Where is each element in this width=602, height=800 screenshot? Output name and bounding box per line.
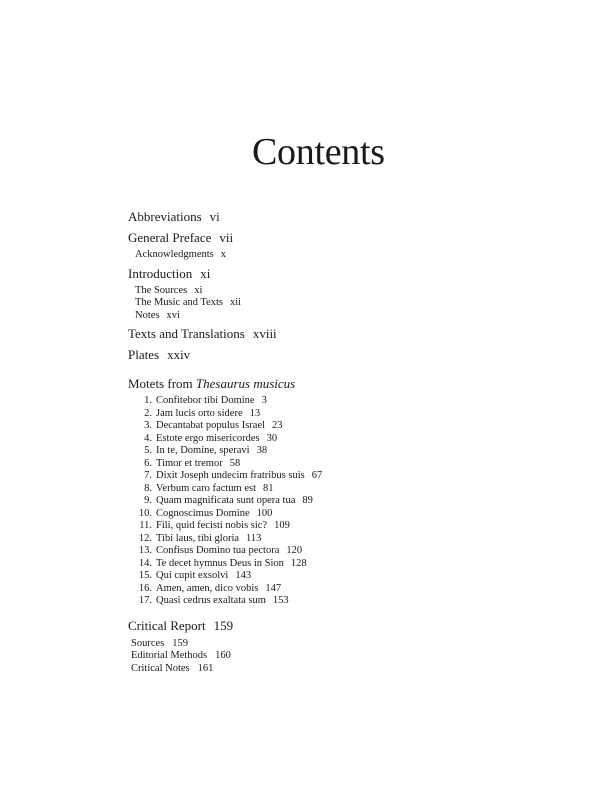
motet-number: 8. [144, 482, 152, 494]
toc-subentry-acknowledgments[interactable] [128, 249, 568, 262]
motet-title: Fili, quid fecisti nobis sic? [156, 520, 268, 531]
toc-entry-label: Acknowledgments [135, 249, 214, 260]
motet-page: 89 [302, 495, 313, 506]
toc-subentry-critical-notes[interactable] [128, 663, 568, 676]
motet-list-item[interactable] [128, 570, 568, 583]
toc-subentry-notes[interactable] [128, 310, 568, 323]
toc-subentry-sources[interactable] [128, 638, 568, 651]
motet-page: 30 [266, 432, 278, 444]
toc-entry-page: 160 [215, 650, 231, 661]
motet-number: 9. [144, 495, 152, 506]
toc-entry-plates[interactable] [128, 347, 568, 363]
motet-list-item[interactable] [128, 483, 568, 496]
motet-list-item[interactable] [128, 458, 568, 471]
toc-entry-motets-heading[interactable] [128, 376, 568, 392]
motet-number: 10. [138, 507, 152, 519]
toc-entry-page: 161 [197, 662, 214, 674]
motet-title: Tibi laus, tibi gloria [156, 532, 240, 544]
toc-entry-abbreviations[interactable] [128, 209, 568, 225]
toc-entry-label: Editorial Methods [131, 650, 208, 661]
motets-heading-prefix: Motets from [128, 376, 196, 391]
motet-number: 7. [144, 470, 152, 481]
motet-page: 120 [286, 545, 303, 556]
motet-list-item[interactable] [128, 595, 568, 608]
toc-entry-label: Sources [131, 637, 165, 649]
table-of-contents [128, 209, 568, 675]
motet-list [128, 395, 568, 608]
motet-title: Verbum caro factum est [156, 482, 257, 494]
toc-entry-label: General Preface [128, 230, 212, 245]
toc-entry-label: Texts and Translations [128, 326, 245, 341]
motet-number: 14. [138, 557, 152, 569]
motet-page: 23 [272, 420, 283, 431]
motet-list-item[interactable] [128, 445, 568, 458]
toc-entry-label: Introduction [128, 265, 193, 281]
toc-entry-page: xii [230, 297, 242, 308]
motet-number: 5. [144, 445, 152, 456]
motet-title: Decantabat populus Israel [156, 420, 266, 431]
motet-page: 67 [311, 470, 323, 481]
motet-title: Timor et tremor [156, 457, 223, 469]
toc-entry-page: x [220, 249, 226, 260]
motet-list-item[interactable] [128, 433, 568, 446]
motet-title: Confisus Domino tua pectora [156, 545, 280, 556]
toc-entry-introduction[interactable] [128, 266, 568, 282]
motet-number: 15. [138, 570, 152, 581]
toc-entry-page: 159 [172, 637, 188, 649]
motet-page: 38 [256, 445, 268, 456]
motet-page: 128 [290, 557, 307, 569]
motet-title: Jam lucis orto sidere [156, 407, 243, 419]
motet-title: Te decet hymnus Deus in Sion [156, 557, 284, 569]
toc-entry-page: 159 [213, 617, 234, 633]
motet-page: 58 [229, 457, 241, 469]
toc-subentry-editorial-methods[interactable] [128, 650, 568, 663]
motet-page: 147 [265, 582, 282, 594]
motet-list-item[interactable] [128, 520, 568, 533]
motet-list-item[interactable] [128, 533, 568, 546]
motet-title: Quam magnificata sunt opera tua [156, 495, 296, 506]
motet-title: Qui cupit exsolvi [156, 570, 229, 581]
toc-entry-texts-and-translations[interactable] [128, 326, 568, 342]
motet-number: 3. [144, 420, 152, 431]
motet-page: 100 [256, 507, 273, 519]
motet-list-item[interactable] [128, 470, 568, 483]
toc-entry-label: Abbreviations [128, 209, 202, 224]
toc-entry-label: Plates [128, 347, 160, 362]
toc-entry-page: vi [209, 209, 220, 224]
motet-list-item[interactable] [128, 408, 568, 421]
motet-number: 1. [144, 395, 152, 406]
motet-title: Cognoscimus Domine [156, 507, 250, 519]
motet-number: 16. [138, 582, 152, 594]
motets-heading-italic: Thesaurus musicus [195, 376, 296, 391]
motet-page: 143 [235, 570, 252, 581]
motet-page: 81 [263, 482, 274, 494]
motet-list-item[interactable] [128, 420, 568, 433]
motet-list-item[interactable] [128, 545, 568, 558]
motet-number: 2. [144, 407, 152, 419]
motet-number: 17. [138, 595, 152, 606]
toc-entry-general-preface[interactable] [128, 230, 568, 246]
motet-list-item[interactable] [128, 495, 568, 508]
page-title: Contents [252, 131, 385, 173]
toc-subentry-the-sources[interactable] [128, 285, 568, 298]
toc-entry-page: xi [200, 265, 211, 281]
motet-title: Estote ergo misericordes [156, 432, 260, 444]
toc-entry-page: xxiv [167, 347, 191, 362]
motet-number: 6. [144, 457, 152, 469]
toc-entry-page: xvi [166, 309, 180, 321]
toc-entry-critical-report[interactable] [128, 618, 568, 634]
motet-title: In te, Domine, speravi [156, 445, 250, 456]
motet-number: 11. [139, 520, 152, 531]
motet-page: 113 [246, 532, 262, 544]
motet-title: Confitebor tibi Domine [156, 395, 255, 406]
motet-list-item[interactable] [128, 558, 568, 571]
toc-entry-page: vii [219, 230, 234, 245]
motet-title: Amen, amen, dico vobis [156, 582, 259, 594]
toc-entry-label: Critical Notes [131, 662, 190, 674]
motet-title: Dixit Joseph undecim fratribus suis [156, 470, 305, 481]
motet-number: 4. [144, 432, 152, 444]
motet-number: 13. [138, 545, 152, 556]
toc-entry-label: Critical Report [128, 617, 206, 633]
motet-list-item[interactable] [128, 583, 568, 596]
motet-title: Quasi cedrus exaltata sum [156, 595, 266, 606]
motet-page: 3 [261, 395, 267, 406]
toc-subentry-music-and-texts[interactable] [128, 297, 568, 310]
toc-entry-label: The Music and Texts [135, 297, 224, 308]
motet-page: 13 [249, 407, 261, 419]
motet-page: 109 [274, 520, 290, 531]
toc-entry-page: xviii [252, 326, 277, 341]
motet-list-item[interactable] [128, 395, 568, 408]
toc-entry-page: xi [194, 284, 203, 296]
motet-number: 12. [138, 532, 152, 544]
motet-page: 153 [272, 595, 289, 606]
toc-entry-label: Notes [135, 309, 160, 321]
motet-list-item[interactable] [128, 508, 568, 521]
toc-entry-label: The Sources [135, 284, 188, 296]
